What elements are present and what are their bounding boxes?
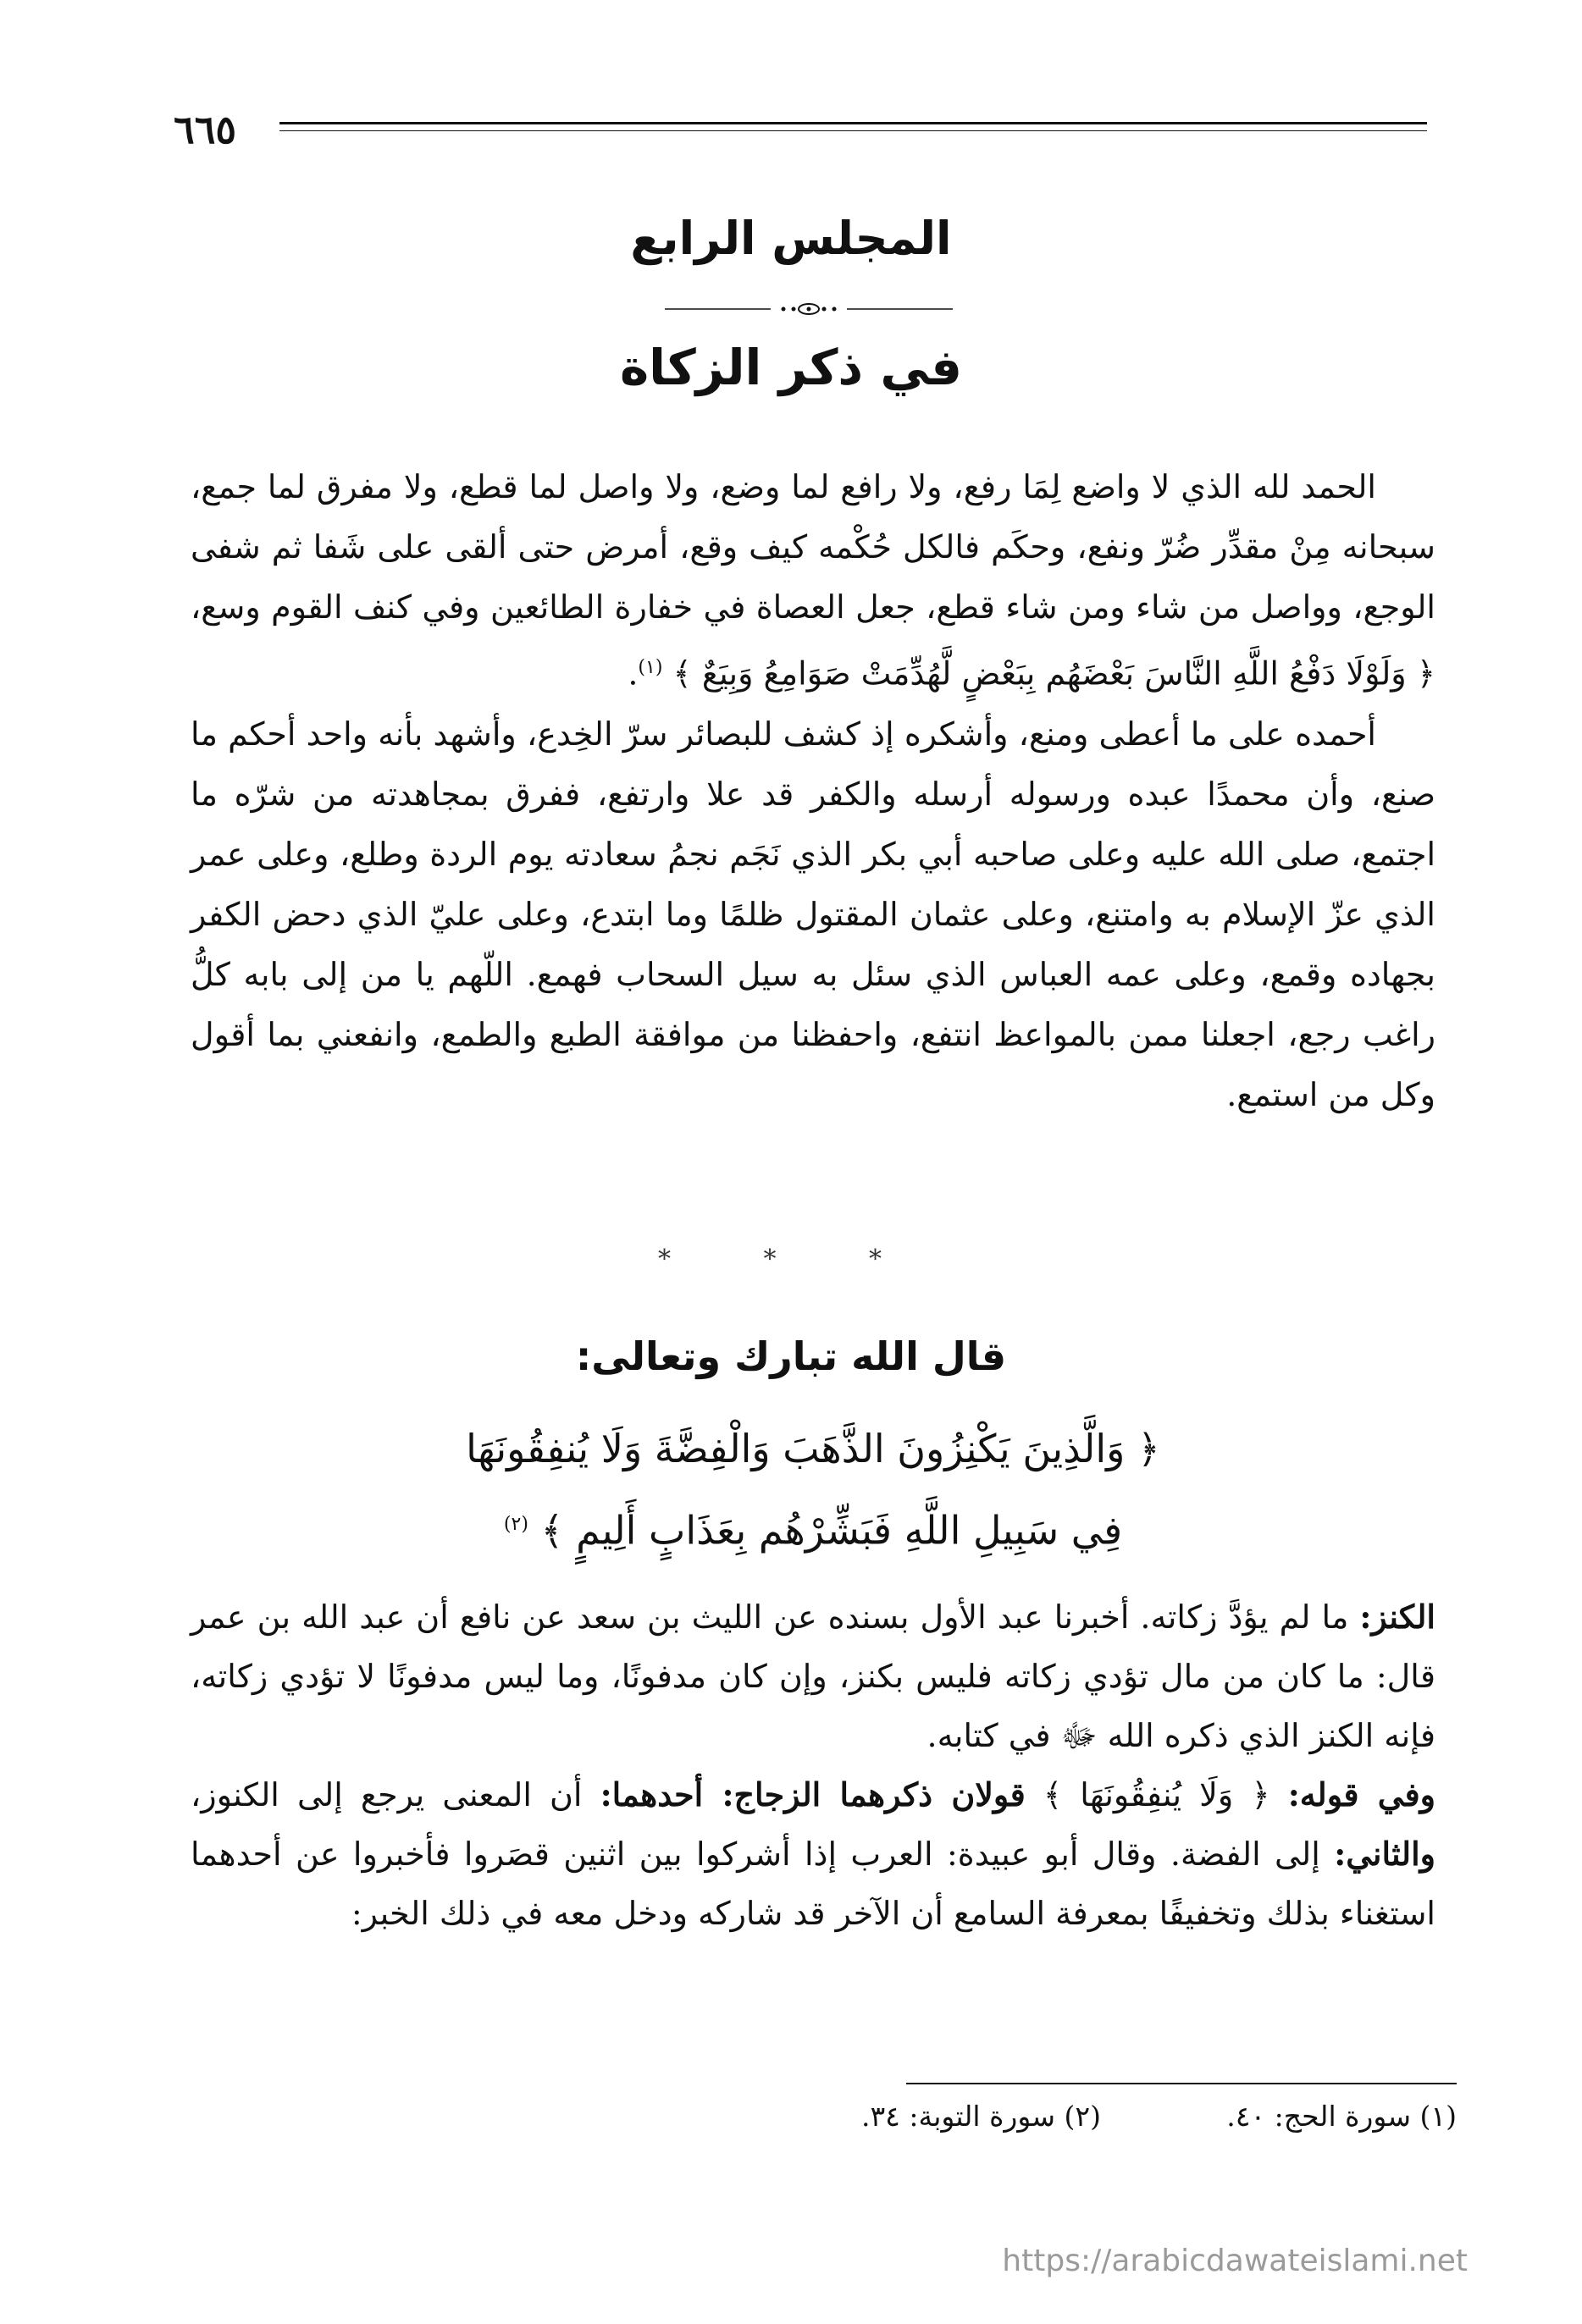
quran-quote: ﴿ وَلَوْلَا دَفْعُ اللَّهِ النَّاسَ بَعْضَهُم بِبَعْضٍ لَّهُدِّمَتْ صَوَامِعُ وَبِيَعٌ ﴾	[672, 654, 1435, 693]
verse-line-1: ﴿ وَالَّذِينَ يَكْنِزُونَ الذَّهَبَ وَالْفِضَّةَ وَلَا يُنفِقُونَهَا	[466, 1426, 1160, 1471]
page-number: ٦٦٥	[174, 107, 237, 152]
intro-section	[191, 457, 1435, 1125]
footnote-marker: (٢)	[503, 1514, 528, 1535]
term-label: قولان ذكرهما الزجاج: أحدهما:	[600, 1775, 1026, 1813]
footnotes	[525, 2100, 1457, 2142]
header-rule-thin	[279, 130, 1427, 131]
header-rule	[279, 122, 1427, 124]
page-header	[174, 108, 1427, 151]
intro-text: الحمد لله الذي لا واضع لِمَا رفع، ولا رافع لما وضع، ولا واصل لما قطع، ولا مفرق لما جمع، سبحانه مِنْ مقدِّر ضُرّ ونفع، وحكَم فالكل حُكْمه كيف وقع، أمرض حتى ألقى على شَفا ثم شفى الوجع، وواصل من شاء ومن شاء قطع، جعل العصاة في خفارة الطائعين وفي كنف القوم وسع،	[191, 468, 1435, 626]
verse-line-2	[191, 1486, 1435, 1569]
chapter-subtitle: في ذكر الزكاة	[619, 339, 963, 396]
quote-heading: قال الله تبارك وتعالى:	[575, 1333, 1007, 1379]
chapter-title: المجلس الرابع	[630, 212, 952, 265]
term-label: الكنز:	[1359, 1598, 1435, 1636]
footnote-marker: (١)	[638, 657, 663, 678]
commentary-text: أن المعنى يرجع إلى الكنوز،	[191, 1776, 600, 1813]
commentary-section	[191, 1587, 1435, 1943]
commentary-text: ما لم يؤدَّ زكاته. أخبرنا عبد الأول بسنده عن الليث بن سعد عن نافع أن عبد الله بن عمر قال: ما كان من مال تؤدي زكاته فليس بكنز، وإن كان مدفونًا، وما ليس مدفونًا لا تؤدي زكاته، فإنه الكنز الذي ذكره الله ﷻ في كتابه.	[191, 1598, 1435, 1754]
term-label: وفي قوله:	[1287, 1775, 1435, 1813]
footnote-rule	[906, 2083, 1457, 2084]
intro-paragraph-1	[191, 457, 1435, 704]
term-label: والثاني:	[1334, 1835, 1435, 1873]
footnote-2: (٢) سورة التوبة: ٣٤.	[860, 2100, 1101, 2133]
section-separator: * * *	[657, 1245, 925, 1274]
verse-text: فِي سَبِيلِ اللَّهِ فَبَشِّرْهُم بِعَذَابٍ أَلِيمٍ ﴾	[540, 1507, 1123, 1554]
quran-quote: ﴿ وَلَا يُنفِقُونَهَا ﴾	[1025, 1776, 1288, 1813]
commentary-paragraph-2	[191, 1765, 1435, 1943]
ornament-divider-icon	[665, 301, 953, 317]
footnote-1: (١) سورة الحج: ٤٠.	[1226, 2100, 1457, 2133]
intro-paragraph-2: أحمده على ما أعطى ومنع، وأشكره إذ كشف للبصائر سرّ الخِدع، وأشهد بأنه واحد أحكم ما صنع، وأن محمدًا عبده ورسوله أرسله والكفر قد علا وارتفع، ففرق بمجاهدته من شرّه ما اجتمع، صلى الله عليه وعلى صاحبه أبي بكر الذي نَجَم نجمُ سعادته يوم الردة وطلع، وعلى عمر الذي عزّ الإسلام به وامتنع، وعلى عثمان المقتول ظلمًا وما ابتدع، وعلى عليّ الذي دحض الكفر بجهاده وقمع، وعلى عمه العباس الذي سئل به سيل السحاب فهمع. اللّهم يا من إلى بابه كلُّ راغب رجع، اجعلنا ممن بالمواعظ انتفع، واحفظنا من موافقة الطبع والطمع، وانفعني بما أقول وكل من استمع.	[191, 715, 1435, 1113]
commentary-paragraph-1	[191, 1587, 1435, 1765]
sentence-end: .	[628, 654, 639, 693]
commentary-text: إلى الفضة. وقال أبو عبيدة: العرب إذا أشركوا بين اثنين قصَروا فأخبروا عن أحدهما استغناء بذلك وتخفيفًا بمعرفة السامع أن الآخر قد شاركه ودخل معه في ذلك الخبر:	[191, 1835, 1435, 1932]
watermark: https://arabicdawateislami.net	[1002, 2244, 1468, 2278]
